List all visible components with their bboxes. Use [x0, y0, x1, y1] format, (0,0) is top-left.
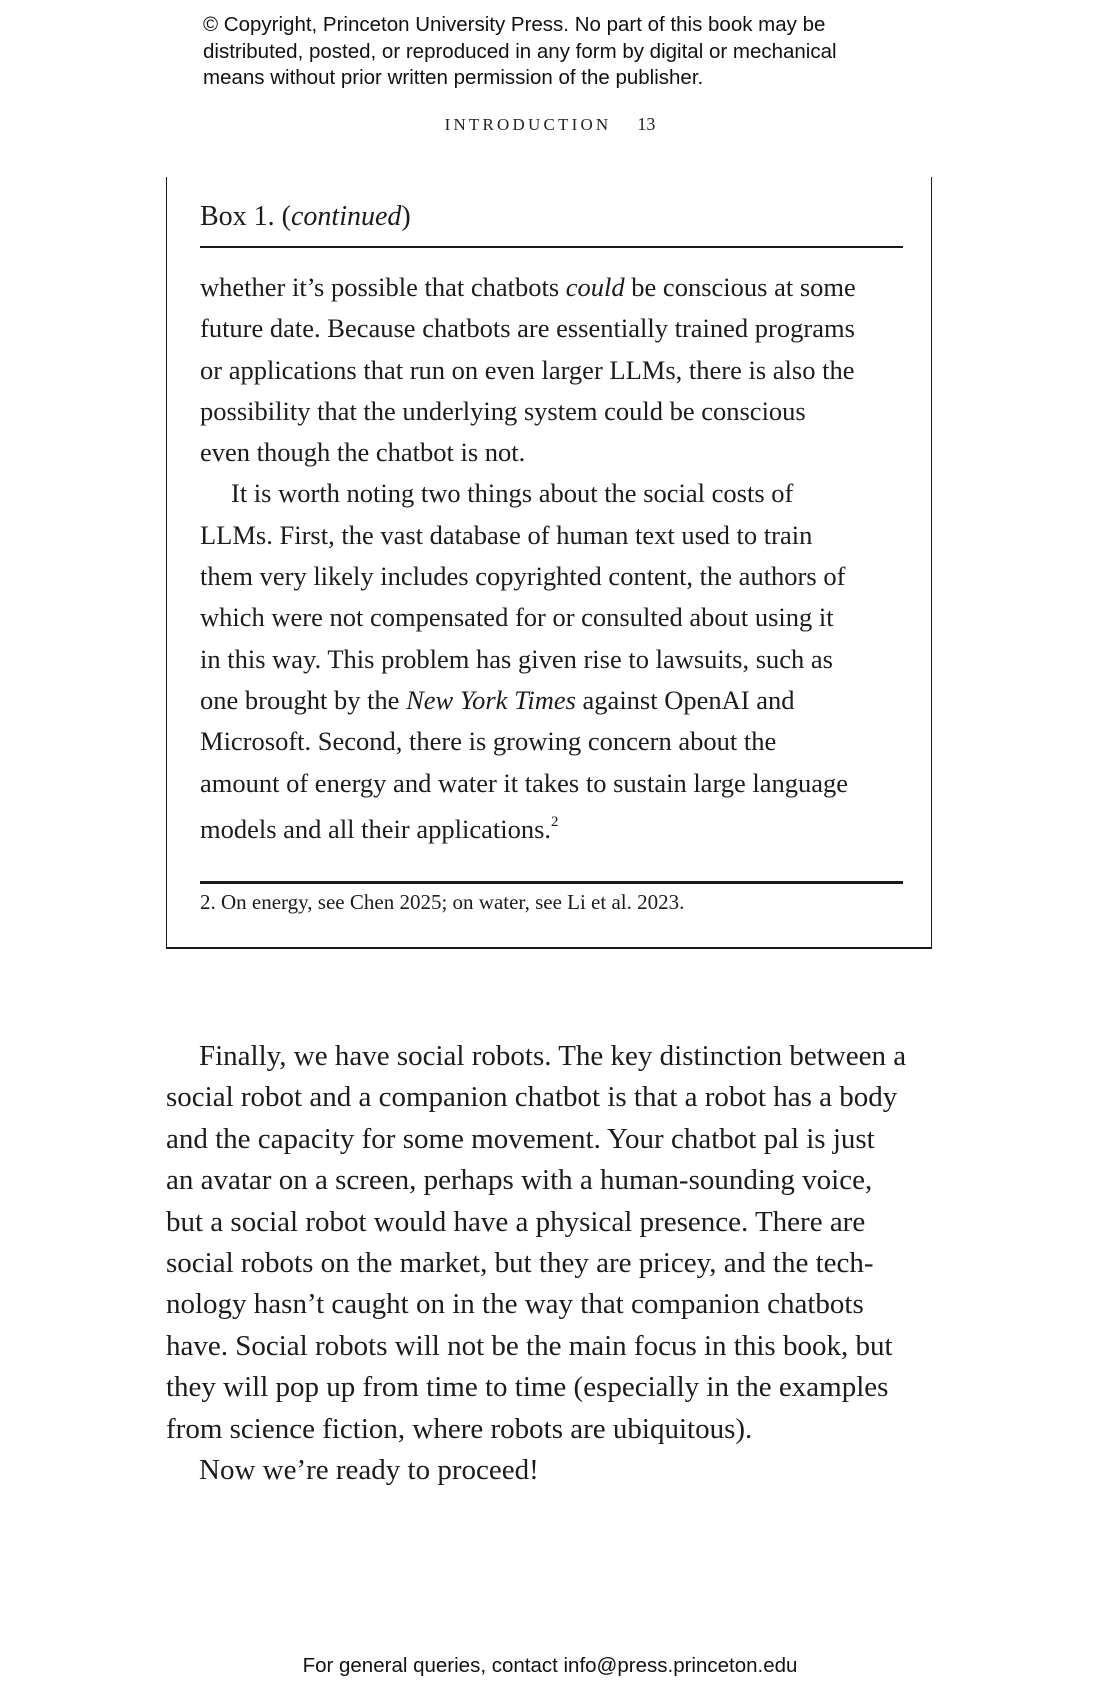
- box-title-prefix: Box 1. (: [200, 201, 291, 232]
- sidebar-box: [166, 177, 932, 949]
- footnote: 2. On energy, see Chen 2025; on water, see Li et al. 2023.: [200, 890, 685, 914]
- box-title-suffix: ): [401, 201, 411, 232]
- body-line: Now we’re ready to proceed!: [199, 1454, 539, 1487]
- box-line: them very likely includes copyrighted content, the authors of: [200, 561, 846, 592]
- body-line: they will pop up from time to time (especially in the examples: [166, 1371, 889, 1404]
- box-line: Microsoft. Second, there is growing concern about the: [200, 726, 777, 757]
- box-line: in this way. This problem has given rise to lawsuits, such as: [200, 643, 833, 674]
- body-line: social robot and a companion chatbot is that a robot has a body: [166, 1081, 898, 1114]
- body-text: [166, 1036, 936, 1491]
- box-title-rule: [200, 246, 903, 248]
- running-head: [0, 114, 1100, 135]
- body-line: and the capacity for some movement. Your chatbot pal is just: [166, 1122, 875, 1155]
- body-line: nology hasn’t caught on in the way that companion chatbots: [166, 1288, 864, 1321]
- box-line: possibility that the underlying system could be conscious: [200, 395, 806, 426]
- box-line: even though the chatbot is not.: [200, 437, 526, 468]
- body-line: Finally, we have social robots. The key distinction between a: [199, 1040, 907, 1072]
- box-line: models and all their applications.$^2$: [200, 813, 559, 844]
- section-title: INTRODUCTION: [444, 115, 612, 134]
- box-line: whether it’s possible that chatbots could be conscious at some: [200, 272, 856, 302]
- body-line: an avatar on a screen, perhaps with a human-sounding voice,: [166, 1164, 873, 1197]
- footnote-rule: [200, 881, 903, 884]
- body-line: have. Social robots will not be the main focus in this book, but: [166, 1329, 893, 1362]
- box-line: or applications that run on even larger LLMs, there is also the: [200, 354, 855, 385]
- copyright-line: means without prior written permission of the publisher.: [203, 66, 704, 89]
- box-line: which were not compensated for or consulted about using it: [200, 602, 834, 633]
- box-line: It is worth noting two things about the social costs of: [231, 478, 794, 509]
- page-number: 13: [637, 114, 656, 134]
- box-line: future date. Because chatbots are essentially trained programs: [200, 313, 855, 344]
- box-line: LLMs. First, the vast database of human text used to train: [200, 519, 813, 550]
- copyright-line: © Copyright, Princeton University Press. No part of this book may be: [203, 13, 826, 36]
- body-line: social robots on the market, but they are pricey, and the tech-: [166, 1247, 874, 1280]
- box-title: [200, 201, 411, 233]
- box-line: amount of energy and water it takes to sustain large language: [200, 767, 849, 798]
- body-line: from science fiction, where robots are ubiquitous).: [166, 1412, 753, 1445]
- body-line: but a social robot would have a physical presence. There are: [166, 1205, 866, 1238]
- copyright-notice: [203, 12, 923, 92]
- box-title-italic: continued: [291, 201, 402, 232]
- box-body: [200, 267, 905, 850]
- copyright-line: distributed, posted, or reproduced in any form by digital or mechanical: [203, 39, 837, 63]
- box-line: one brought by the New York Times against OpenAI and: [200, 684, 795, 715]
- footer-contact: For general queries, contact info@press.princeton.edu: [302, 1654, 798, 1677]
- footnote-ref[interactable]: 2: [551, 813, 559, 830]
